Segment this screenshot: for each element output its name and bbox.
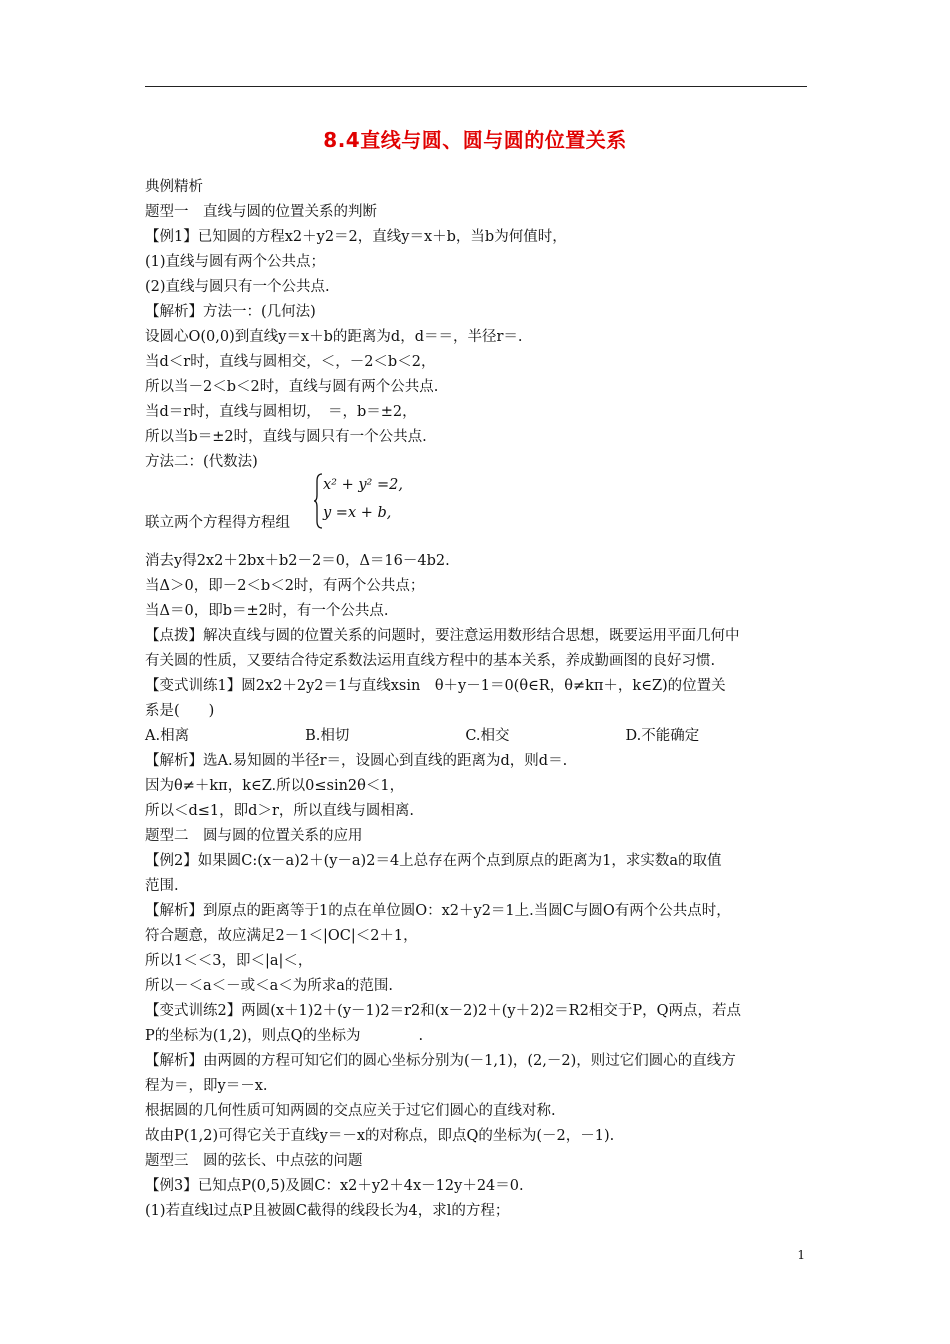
text-line: (2)直线与圆只有一个公共点. — [145, 279, 330, 295]
text-line: 【解析】方法一：(几何法) — [145, 304, 316, 320]
text-line: 有关圆的性质，又要结合待定系数法运用直线方程中的基本关系，养成勤画图的良好习惯. — [145, 653, 716, 669]
text-line: 当d＜r时，直线与圆相交，＜，－2＜b＜2， — [145, 354, 436, 370]
text-line: 消去y得2x2＋2bx＋b2－2＝0，Δ＝16－4b2. — [145, 553, 450, 569]
text-line: 设圆心O(0,0)到直线y＝x＋b的距离为d，d＝＝，半径r＝. — [145, 329, 523, 345]
section-heading: 题型一 直线与圆的位置关系的判断 — [145, 204, 377, 220]
text-line: 典例精析 — [145, 179, 203, 195]
text-line: 程为＝，即y＝－x. — [145, 1078, 268, 1094]
section-heading: 题型三 圆的弦长、中点弦的问题 — [145, 1153, 363, 1169]
text-line: 【解析】到原点的距离等于1的点在单位圆O：x2＋y2＝1上.当圆C与圆O有两个公共点时， — [145, 903, 731, 919]
text-line: 当d＝r时，直线与圆相切， ＝，b＝±2， — [145, 404, 417, 420]
text-line: 符合题意，故应满足2－1＜|OC|＜2＋1， — [145, 928, 418, 944]
equation-system — [313, 473, 423, 529]
text-line: 所以当－2＜b＜2时，直线与圆有两个公共点. — [145, 379, 439, 395]
text-line: 当Δ＝0，即b＝±2时，有一个公共点. — [145, 603, 389, 619]
header-rule — [145, 86, 807, 87]
text-line: 范围. — [145, 878, 179, 894]
text-line: 故由P(1,2)可得它关于直线y＝－x的对称点，即点Q的坐标为(－2，－1). — [145, 1128, 615, 1144]
text-line: 所以1＜＜3，即＜|a|＜， — [145, 953, 313, 969]
text-line: 系是( ) — [145, 703, 215, 719]
answer-options: A.相离 B.相切 C.相交 D.不能确定 — [145, 728, 700, 744]
text-line: 【点拨】解决直线与圆的位置关系的问题时，要注意运用数形结合思想，既要运用平面几何中 — [145, 628, 740, 644]
text-line: 联立两个方程得方程组 — [145, 515, 290, 531]
text-line: 【例1】已知圆的方程x2＋y2＝2，直线y＝x＋b，当b为何值时， — [145, 229, 567, 245]
section-heading: 题型二 圆与圆的位置关系的应用 — [145, 828, 363, 844]
text-line: 当Δ＞0，即－2＜b＜2时，有两个公共点； — [145, 578, 425, 594]
text-line: 因为θ≠＋kπ，k∈Z.所以0≤sin2θ＜1， — [145, 778, 405, 794]
text-line: 方法二：(代数法) — [145, 454, 258, 470]
text-line: 【解析】由两圆的方程可知它们的圆心坐标分别为(－1,1)，(2,－2)，则过它们圆心的直线方 — [145, 1053, 736, 1069]
text-line: P的坐标为(1,2)，则点Q的坐标为 . — [145, 1028, 424, 1044]
text-line: 【解析】选A.易知圆的半径r＝，设圆心到直线的距离为d，则d＝. — [145, 753, 568, 769]
equation-2: y =x + b, — [323, 505, 392, 521]
text-line: 所以当b＝±2时，直线与圆只有一个公共点. — [145, 429, 427, 445]
text-line: 所以－＜a＜－或＜a＜为所求a的范围. — [145, 978, 394, 994]
equation-1: x² + y² =2, — [323, 477, 403, 493]
text-line: 【例3】已知点P(0,5)及圆C：x2＋y2＋4x－12y＋24＝0. — [145, 1178, 524, 1194]
text-line: 【变式训练2】两圆(x＋1)2＋(y－1)2＝r2和(x－2)2＋(y＋2)2＝R2相交于P，Q两点，若点 — [145, 1003, 741, 1019]
document-title: 8.4直线与圆、圆与圆的位置关系 — [323, 128, 627, 152]
text-line: 根据圆的几何性质可知两圆的交点应关于过它们圆心的直线对称. — [145, 1103, 556, 1119]
page-number: 1 — [797, 1248, 805, 1262]
text-line: (1)直线与圆有两个公共点； — [145, 254, 326, 270]
text-line: (1)若直线l过点P且被圆C截得的线段长为4，求l的方程； — [145, 1203, 510, 1219]
text-line: 【例2】如果圆C:(x－a)2＋(y－a)2＝4上总存在两个点到原点的距离为1，求实数a的取值 — [145, 853, 722, 869]
text-line: 所以＜d≤1，即d＞r，所以直线与圆相离. — [145, 803, 414, 819]
left-brace-icon — [313, 473, 323, 529]
text-line: 【变式训练1】圆2x2＋2y2＝1与直线xsin θ＋y－1＝0(θ∈R，θ≠kπ＋，k∈Z)的位置关 — [145, 678, 726, 694]
